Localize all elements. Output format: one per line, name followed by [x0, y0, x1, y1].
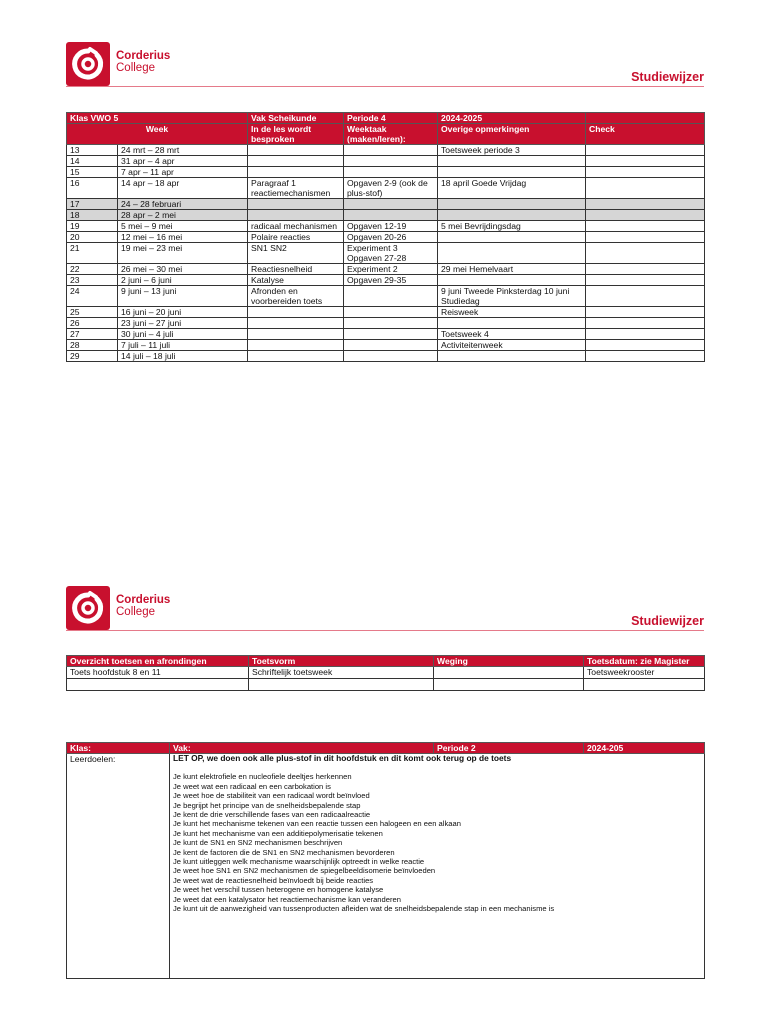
corderius-logo-icon — [66, 586, 110, 630]
periode-cell: Periode 4 — [344, 113, 438, 124]
schedule-row — [67, 210, 705, 221]
week-date-cell: 7 juli – 11 juli — [118, 340, 248, 351]
schedule-row — [67, 199, 705, 210]
schedule-info-row — [67, 113, 705, 124]
weektaak-cell — [344, 351, 438, 362]
les-cell: Katalyse — [248, 275, 344, 286]
header-divider — [66, 86, 704, 87]
week-number-cell: 26 — [67, 318, 118, 329]
check-cell — [586, 156, 705, 167]
weektaak-cell — [344, 329, 438, 340]
tests-header-row — [67, 656, 705, 667]
opmerkingen-cell — [438, 275, 586, 286]
empty-header-cell — [586, 113, 705, 124]
week-date-cell: 7 apr – 11 apr — [118, 167, 248, 178]
weektaak-cell — [344, 286, 438, 307]
brand-name-line2: College — [116, 62, 155, 74]
goals-vak-cell: Vak: — [170, 743, 434, 754]
check-cell — [586, 286, 705, 307]
opmerkingen-cell — [438, 243, 586, 264]
opmerkingen-cell: Toetsweek periode 3 — [438, 145, 586, 156]
week-number-cell: 19 — [67, 221, 118, 232]
opmerkingen-cell: Reisweek — [438, 307, 586, 318]
les-cell — [248, 210, 344, 221]
tests-col-datum: Toetsdatum: zie Magister — [584, 656, 705, 667]
week-date-cell: 31 apr – 4 apr — [118, 156, 248, 167]
col-opmerkingen-header: Overige opmerkingen — [438, 124, 586, 145]
opmerkingen-cell — [438, 167, 586, 178]
goals-lead: LET OP, we doen ook alle plus-stof in dit hoofdstuk en dit komt ook terug op de toets — [173, 753, 512, 763]
schedule-row — [67, 264, 705, 275]
check-cell — [586, 264, 705, 275]
schedule-row — [67, 221, 705, 232]
week-date-cell: 28 apr – 2 mei — [118, 210, 248, 221]
test-weging-cell — [434, 679, 584, 691]
page2-header — [66, 586, 704, 634]
les-cell: Polaire reacties — [248, 232, 344, 243]
les-cell: Paragraaf 1 reactiemechanismen — [248, 178, 344, 199]
opmerkingen-cell: Toetsweek 4 — [438, 329, 586, 340]
schedule-row — [67, 178, 705, 199]
schedule-row — [67, 275, 705, 286]
week-number-cell: 29 — [67, 351, 118, 362]
week-number-cell: 24 — [67, 286, 118, 307]
weektaak-cell: Opgaven 20-26 — [344, 232, 438, 243]
page1-header — [66, 42, 704, 90]
weektaak-cell: Opgaven 12-19 — [344, 221, 438, 232]
goal-item: Je kent de factoren die de SN1 en SN2 mechanismen bevorderen — [173, 847, 395, 857]
tests-col-vorm: Toetsvorm — [249, 656, 434, 667]
schedule-row — [67, 167, 705, 178]
goal-item: Je kunt het mechanisme van een additiepolymerisatie tekenen — [173, 828, 383, 838]
page1-title: Studiewijzer — [631, 70, 704, 84]
page2-title: Studiewijzer — [631, 614, 704, 628]
weektaak-cell — [344, 307, 438, 318]
schedule-row — [67, 145, 705, 156]
check-cell — [586, 243, 705, 264]
week-number-cell: 21 — [67, 243, 118, 264]
test-datum-cell: Toetsweekrooster — [584, 667, 705, 679]
les-cell — [248, 145, 344, 156]
check-cell — [586, 307, 705, 318]
tests-col-overzicht: Overzicht toetsen en afrondingen — [67, 656, 249, 667]
opmerkingen-cell — [438, 156, 586, 167]
les-cell — [248, 156, 344, 167]
klas-cell: Klas VWO 5 — [67, 113, 248, 124]
schedule-row — [67, 232, 705, 243]
week-date-cell: 12 mei – 16 mei — [118, 232, 248, 243]
col-les-header: In de les wordt besproken — [248, 124, 344, 145]
opmerkingen-cell — [438, 210, 586, 221]
goal-item: Je weet wat een radicaal en een carbokation is — [173, 781, 331, 791]
col-check-header: Check — [586, 124, 705, 145]
col-week-header: Week — [67, 124, 248, 145]
weektaak-cell: Opgaven 29-35 — [344, 275, 438, 286]
opmerkingen-cell: 29 mei Hemelvaart — [438, 264, 586, 275]
test-row — [67, 667, 705, 679]
les-cell — [248, 329, 344, 340]
weektaak-cell — [344, 210, 438, 221]
schedule-row — [67, 156, 705, 167]
week-date-cell: 24 mrt – 28 mrt — [118, 145, 248, 156]
test-name-cell — [67, 679, 249, 691]
weektaak-cell — [344, 318, 438, 329]
goals-periode-cell: Periode 2 — [434, 743, 584, 754]
goals-row — [67, 754, 705, 979]
week-number-cell: 15 — [67, 167, 118, 178]
tests-body — [67, 667, 705, 691]
les-cell: Afronden en voorbereiden toets — [248, 286, 344, 307]
les-cell: SN1 SN2 — [248, 243, 344, 264]
check-cell — [586, 275, 705, 286]
goal-item: Je weet wat de reactiesnelheid beïnvloedt bij beide reacties — [173, 875, 374, 885]
les-cell — [248, 167, 344, 178]
goal-item: Je kent de drie verschillende fases van een radicaalreactie — [173, 810, 371, 820]
goal-item: Je begrijpt het principe van de snelheidsbepalende stap — [173, 800, 361, 810]
schedule-row — [67, 351, 705, 362]
brand-name — [116, 50, 170, 74]
tests-table — [66, 655, 705, 691]
goal-item: Je weet het verschil tussen heterogene en homogene katalyse — [173, 885, 384, 895]
week-date-cell: 14 apr – 18 apr — [118, 178, 248, 199]
schedule-row — [67, 318, 705, 329]
header-divider — [66, 630, 704, 631]
week-date-cell: 30 juni – 4 juli — [118, 329, 248, 340]
week-date-cell: 9 juni – 13 juni — [118, 286, 248, 307]
week-number-cell: 17 — [67, 199, 118, 210]
goal-item: Je kunt de SN1 en SN2 mechanismen beschrijven — [173, 838, 343, 848]
les-cell: radicaal mechanismen — [248, 221, 344, 232]
goal-item: Je kunt uitleggen welk mechanisme waarschijnlijk optreedt in welke reactie — [173, 857, 425, 867]
goals-content — [170, 754, 705, 979]
week-number-cell: 25 — [67, 307, 118, 318]
week-number-cell: 23 — [67, 275, 118, 286]
check-cell — [586, 145, 705, 156]
test-vorm-cell — [249, 679, 434, 691]
check-cell — [586, 221, 705, 232]
goal-item: Je weet dat een katalysator het reactiemechanisme kan veranderen — [173, 894, 401, 904]
check-cell — [586, 199, 705, 210]
week-number-cell: 13 — [67, 145, 118, 156]
opmerkingen-cell: Activiteitenweek — [438, 340, 586, 351]
test-row — [67, 679, 705, 691]
schedule-row — [67, 340, 705, 351]
year-cell: 2024-2025 — [438, 113, 586, 124]
week-number-cell: 14 — [67, 156, 118, 167]
week-number-cell: 20 — [67, 232, 118, 243]
opmerkingen-cell: 5 mei Bevrijdingsdag — [438, 221, 586, 232]
les-cell: Reactiesnelheid — [248, 264, 344, 275]
goals-table — [66, 742, 705, 979]
schedule-body — [67, 145, 705, 362]
goals-klas-cell: Klas: — [67, 743, 170, 754]
week-number-cell: 22 — [67, 264, 118, 275]
opmerkingen-cell — [438, 232, 586, 243]
week-date-cell: 14 juli – 18 juli — [118, 351, 248, 362]
weektaak-cell: Opgaven 2-9 (ook de plus-stof) — [344, 178, 438, 199]
test-weging-cell — [434, 667, 584, 679]
goal-item: Je weet hoe SN1 en SN2 mechanismen de spiegelbeeldisomerie beïnvloeden — [173, 866, 436, 876]
goal-item: Je kunt elektrofiele en nucleofiele deeltjes herkennen — [173, 772, 352, 782]
test-name-cell: Toets hoofdstuk 8 en 11 — [67, 667, 249, 679]
les-cell — [248, 340, 344, 351]
goal-item: Je weet hoe de stabiliteit van een radicaal wordt beïnvloed — [173, 791, 370, 801]
check-cell — [586, 318, 705, 329]
schedule-row — [67, 243, 705, 264]
check-cell — [586, 351, 705, 362]
week-date-cell: 26 mei – 30 mei — [118, 264, 248, 275]
week-date-cell: 23 juni – 27 juni — [118, 318, 248, 329]
vak-cell: Vak Scheikunde — [248, 113, 344, 124]
week-number-cell: 28 — [67, 340, 118, 351]
goal-item: Je kunt het mechanisme tekenen van een reactie tussen een halogeen en een alkaan — [173, 819, 461, 829]
week-date-cell: 5 mei – 9 mei — [118, 221, 248, 232]
check-cell — [586, 167, 705, 178]
opmerkingen-cell — [438, 318, 586, 329]
week-number-cell: 16 — [67, 178, 118, 199]
les-cell — [248, 351, 344, 362]
goals-year-cell: 2024-205 — [584, 743, 705, 754]
test-datum-cell — [584, 679, 705, 691]
schedule-column-headers — [67, 124, 705, 145]
les-cell — [248, 307, 344, 318]
goals-header-row — [67, 743, 705, 754]
brand-name-line1: Corderius — [116, 594, 171, 606]
tests-col-weging: Weging — [434, 656, 584, 667]
les-cell — [248, 318, 344, 329]
weektaak-cell: Experiment 2 — [344, 264, 438, 275]
goals-list — [173, 772, 701, 913]
schedule-row — [67, 329, 705, 340]
weektaak-cell — [344, 167, 438, 178]
weektaak-cell — [344, 340, 438, 351]
weektaak-cell — [344, 156, 438, 167]
schedule-row — [67, 307, 705, 318]
opmerkingen-cell — [438, 351, 586, 362]
week-number-cell: 27 — [67, 329, 118, 340]
brand-name — [116, 594, 170, 618]
check-cell — [586, 340, 705, 351]
schedule-row — [67, 286, 705, 307]
weektaak-cell — [344, 145, 438, 156]
les-cell — [248, 199, 344, 210]
check-cell — [586, 232, 705, 243]
week-date-cell: 2 juni – 6 juni — [118, 275, 248, 286]
brand-name-line1: Corderius — [116, 50, 171, 62]
corderius-logo-icon — [66, 42, 110, 86]
brand-name-line2: College — [116, 606, 155, 618]
week-number-cell: 18 — [67, 210, 118, 221]
check-cell — [586, 178, 705, 199]
test-vorm-cell: Schriftelijk toetsweek — [249, 667, 434, 679]
goal-item: Je kunt uit de aanwezigheid van tussenproducten afleiden wat de snelheidsbepalende stap in een mechanisme is — [173, 904, 555, 914]
col-weektaak-header: Weektaak (maken/leren): — [344, 124, 438, 145]
check-cell — [586, 210, 705, 221]
check-cell — [586, 329, 705, 340]
weektaak-cell: Experiment 3 Opgaven 27-28 — [344, 243, 438, 264]
week-date-cell: 24 – 28 februari — [118, 199, 248, 210]
goals-label: Leerdoelen: — [67, 754, 170, 979]
week-date-cell: 16 juni – 20 juni — [118, 307, 248, 318]
opmerkingen-cell — [438, 199, 586, 210]
opmerkingen-cell: 9 juni Tweede Pinksterdag 10 juni Studiedag — [438, 286, 586, 307]
week-date-cell: 19 mei – 23 mei — [118, 243, 248, 264]
schedule-table — [66, 112, 705, 362]
opmerkingen-cell: 18 april Goede Vrijdag — [438, 178, 586, 199]
weektaak-cell — [344, 199, 438, 210]
